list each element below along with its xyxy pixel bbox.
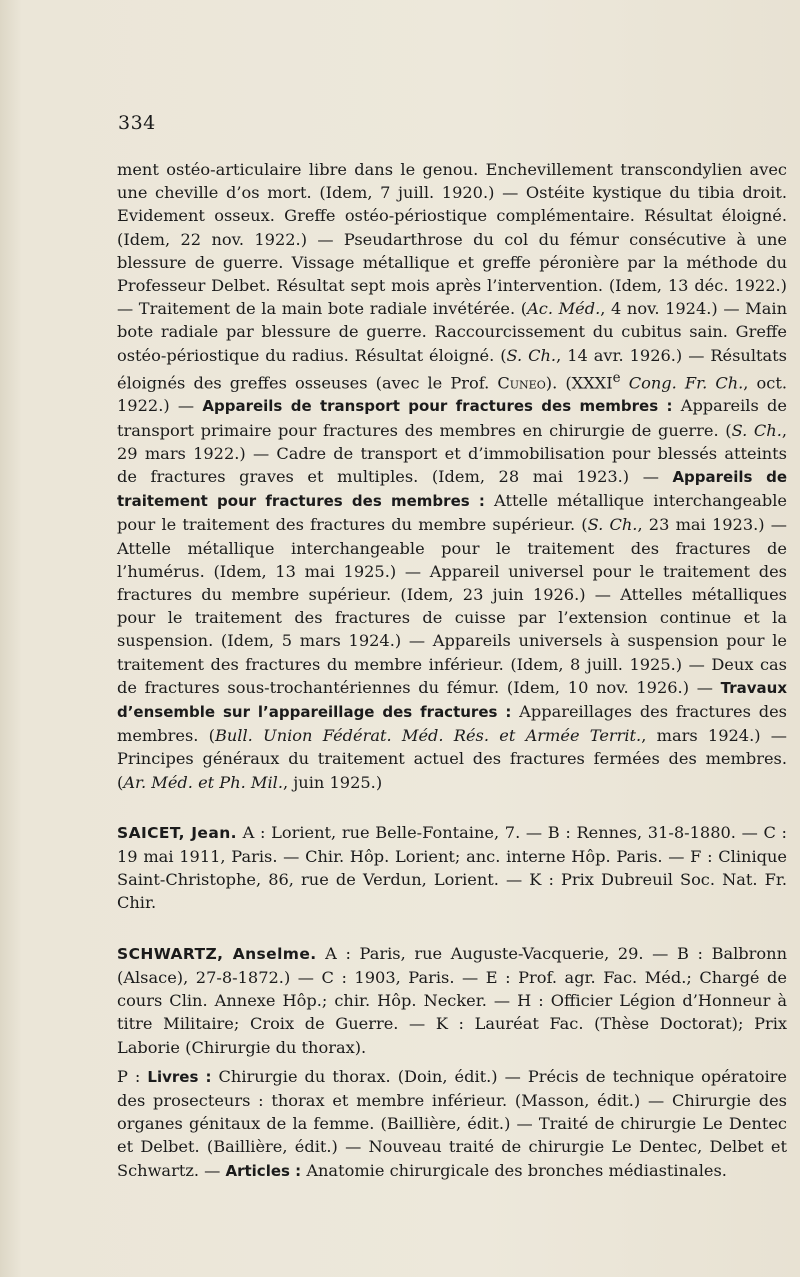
text-run: Appareillages des fractures des membres. (	[117, 702, 787, 746]
journal-abbrev: Ac. Méd.	[527, 299, 601, 319]
section-heading: Appareils de transport pour fractures des membres :	[202, 397, 673, 416]
journal-abbrev: S. Ch.	[731, 420, 782, 440]
text-run: Attelle métallique interchangeable pour le traitement des fractures du membre supérieur. (	[117, 491, 787, 535]
entry-saicet	[117, 821, 787, 915]
text-run: , 29 mars 1922.) — Cadre de transport et d’immobilisation pour blessés atteints de fractures graves et multiples. (Idem, 28 mai 1923.) —	[117, 420, 787, 487]
section-heading: Appareils de traitement pour fractures des membres :	[117, 468, 787, 511]
entry-name: SAICET, Jean.	[117, 823, 237, 842]
text-run: , 14 avr. 1926.) — Résultats éloignés des greffes osseuses (avec le Prof.	[117, 345, 787, 393]
entry-name: SCHWARTZ, Anselme.	[117, 944, 317, 963]
superscript: e	[612, 369, 621, 386]
entry-text: A : Lorient, rue Belle-Fontaine, 7. — B : Rennes, 31-8-1880. — C : 19 mai 1911, Paris. — Chir. Hôp. Lorient; anc. interne Hôp. Paris. — F : Clinique Saint-Christophe, 86, rue de Verdun, Lorient. — K : Prix Dubreuil Soc. Nat. Fr. Chir.	[117, 822, 787, 913]
section-heading: Livres :	[147, 1067, 212, 1086]
text-run: Appareils de transport primaire pour fractures des membres en chirurgie de guerre. (	[117, 396, 787, 440]
text-run: , oct. 1922.) —	[117, 373, 787, 416]
text-run: P :	[117, 1066, 148, 1086]
journal-abbrev: Ar. Méd. et Ph. Mil.	[123, 772, 283, 792]
entry-text: A : Paris, rue Auguste-Vacquerie, 29. — B : Balbronn (Alsace), 27-8-1872.) — C : 1903, Paris. — E : Prof. agr. Fac. Méd.; Chargé de cours Clin. Annexe Hôp.; chir. Hôp. Necker. — H : Officier Légion d’Honneur à titre Militaire; Croix de Guerre. — K : Lauréat Fac. (Thèse Doctorat); Prix Laborie (Chirurgie du thorax).	[117, 943, 787, 1057]
section-heading: Articles :	[225, 1161, 302, 1180]
person-name: Cuneo	[497, 373, 546, 393]
journal-abbrev: Bull. Union Fédérat. Méd. Rés. et Armée Territ.	[214, 726, 642, 746]
text-run: , mars 1924.) — Principes généraux du traitement actuel des fractures fermées des membres. (	[117, 726, 787, 792]
text-run: ment ostéo-articulaire libre dans le genou. Enchevillement transcondylien avec une cheville d’os mort. (Idem, 7 juill. 1920.) — Ostéite kystique du tibia droit. Evidement osseux. Greffe ostéo-périostique complémentaire. Résultat éloigné. (Idem, 22 nov. 1922.) — Pseudarthrose du col du fémur consécutive à une blessure de guerre. Vissage métallique et greffe péronière par la méthode du Professeur Delbet. Résultat sept mois après l’intervention. (Idem, 13 déc. 1922.) — Traitement de la main bote radiale invétérée. (	[117, 160, 787, 319]
text-run: , 4 nov. 1924.) — Main bote radiale par blessure de guerre. Raccourcissement du cubitus sain. Greffe ostéo-périostique du radius. Résultat éloigné. (	[117, 299, 787, 365]
journal-abbrev: S. Ch.	[506, 345, 557, 365]
journal-abbrev: S. Ch.	[587, 515, 638, 535]
text-run: Anatomie chirurgicale des bronches médiastinales.	[301, 1160, 727, 1180]
page-body	[117, 158, 787, 1183]
page-number: 334	[118, 112, 156, 134]
text-run: ). (XXXI	[545, 373, 613, 393]
text-run: , juin 1925.)	[283, 772, 383, 792]
entry-schwartz	[117, 942, 787, 1059]
text-run: Chirurgie du thorax. (Doin, édit.) — Précis de technique opératoire des prosecteurs : thorax et membre inférieur. (Masson, édit.) — Chirurgie des organes génitaux de la femme. (Baillière, édit.) — Traité de chirurgie Le Dentec et Delbet. (Baillière, édit.) — Nouveau traité de chirurgie Le Dentec, Delbet et Schwartz. —	[117, 1066, 787, 1180]
entry-schwartz-publications	[117, 1065, 787, 1183]
paragraph-continuation	[117, 158, 787, 794]
journal-abbrev: Cong. Fr. Ch.	[628, 373, 744, 393]
text-run: , 23 mai 1923.) — Attelle métallique interchangeable pour le traitement des fractures de l’humérus. (Idem, 13 mai 1925.) — Appareil universel pour le traitement des fractures du membre supérieur. (Idem, 23 juin 1926.) — Attelles métalliques pour le traitement des fractures de cuisse par l’extension continue et la suspension. (Idem, 5 mars 1924.) — Appareils universels à suspension pour le traitement des fractures du membre inférieur. (Idem, 8 juill. 1925.) — Deux cas de fractures sous-trochantériennes du fémur. (Idem, 10 nov. 1926.) —	[117, 515, 787, 697]
section-heading: Travaux d’ensemble sur l’appareillage des fractures :	[117, 678, 787, 722]
